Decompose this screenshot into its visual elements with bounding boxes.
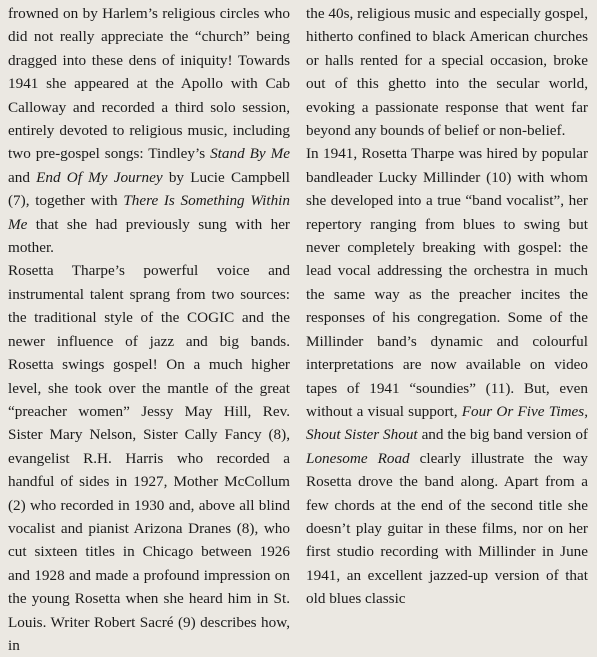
paragraph-voice-sources <box>8 259 290 657</box>
text-run: by Lucie Campbell (7), together with <box>8 168 291 210</box>
paragraph-gospel-secular <box>306 2 588 142</box>
italic-title: Shout Sister Shout <box>306 426 418 444</box>
italic-title: Four Or Five Times <box>461 402 585 420</box>
left-text-column <box>8 2 291 654</box>
paragraph-harlem-apollo <box>8 2 290 259</box>
text-run: , <box>584 402 588 420</box>
text-run: the 40s, religious music and especially gospel, hitherto confined to black American churches or halls rented for a special occasion, broke out of this ghetto into the secular world, evoking a passionate response that went far beyond any bounds of belief or non-belief. <box>306 5 588 140</box>
text-run: and the big band version of <box>417 426 588 444</box>
italic-title: End Of My Journey <box>36 168 163 186</box>
text-run: frowned on by Harlem’s religious circles who did not really appreciate the “church” being dragged into these dens of iniquity! Towards 1941 she appeared at the Apollo with Cab Calloway and recorded a third solo session, entirely devoted to religious music, including two pre-gospel songs: Tindley’s <box>8 5 290 163</box>
italic-title: Lonesome Road <box>306 449 410 467</box>
italic-title: There Is Something Within Me <box>8 192 290 233</box>
text-run: that she had previously sung with her mother. <box>8 215 290 257</box>
right-text-column <box>306 2 588 608</box>
paragraph-millinder-band <box>306 142 588 610</box>
text-run: and <box>8 168 37 186</box>
italic-title: Stand By Me <box>210 145 290 163</box>
text-run: In 1941, Rosetta Tharpe was hired by popular bandleader Lucky Millinder (10) with whom she developed into a true “band vocalist”, her repertory ranging from blues to swing but never completely breaking with gospel: the lead vocal addressing the orchestra in much the same way as the preacher incites the responses of his congregation. Some of the Millinder band’s dynamic and colourful interpretations are now available on video tapes of 1941 “soundies” (11). But, even without a visual support, <box>306 145 588 420</box>
text-run: clearly illustrate the way Rosetta drove the band along. Apart from a few chords at the end of the second title she doesn’t play guitar in these films, nor on her first studio recording with Millinder in June 1941, an excellent jazzed-up version of that old blues classic <box>306 449 588 608</box>
text-run: Rosetta Tharpe’s powerful voice and instrumental talent sprang from two sources: the traditional style of the COGIC and the newer influence of jazz and big bands. Rosetta swings gospel! On a much higher level, she took over the mantle of the great “preacher women” Jessy May Hill, Rev. Sister Mary Nelson, Sister Cally Fancy (8), evangelist R.H. Harris who recorded a handful of sides in 1927, Mother McCollum (2) who recorded in 1930 and, above all blind vocalist and pianist Arizona Dranes (8), who cut sixteen titles in Chicago between 1926 and 1928 and made a profound impression on the young Rosetta when she heard him in St. Louis. Writer Robert Sacré (9) describes how, in <box>8 262 290 654</box>
